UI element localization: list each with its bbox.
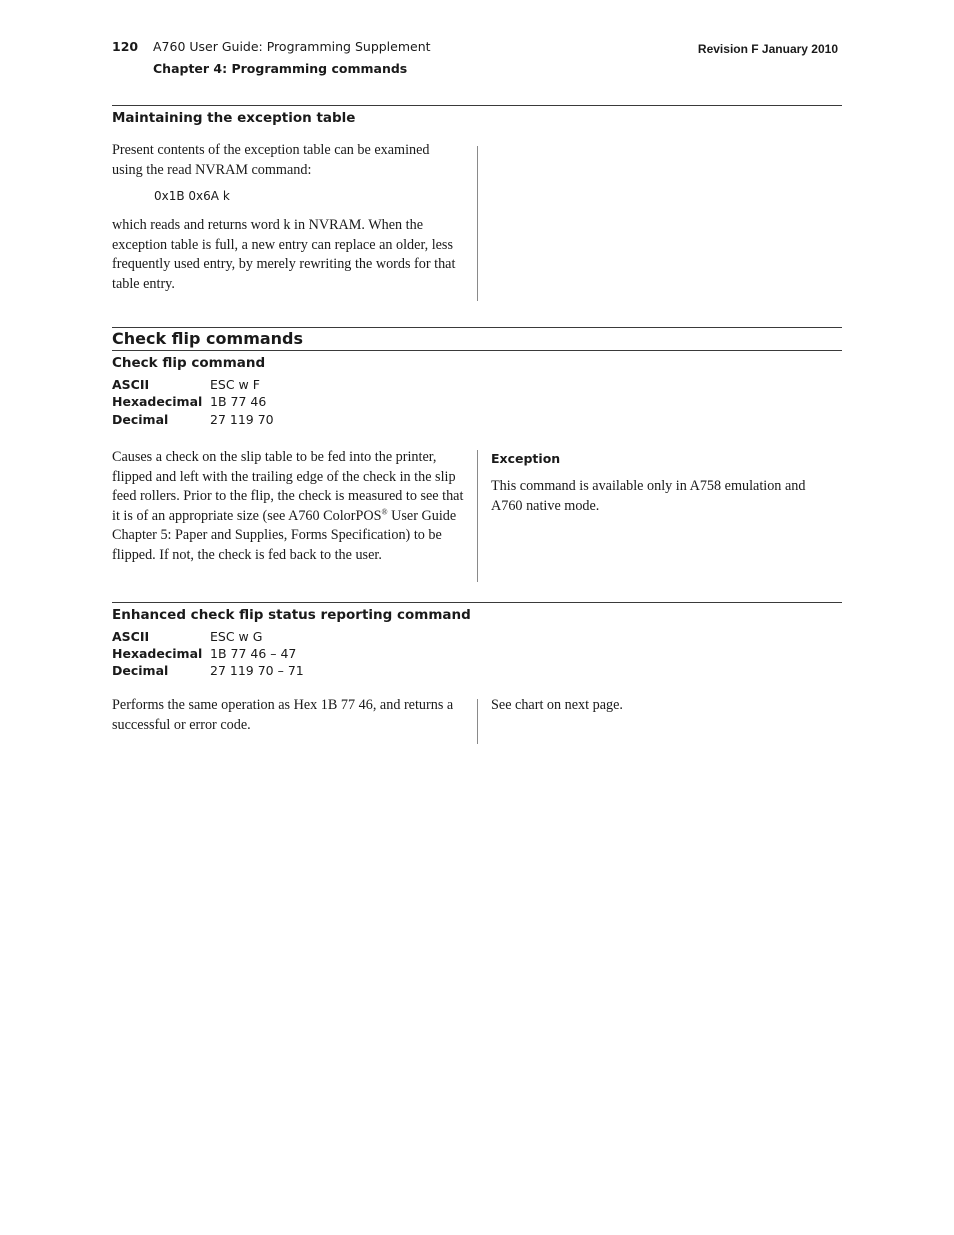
see-chart-note: See chart on next page. [491,697,623,713]
section-divider [112,350,842,351]
ascii-label: ASCII [112,629,150,644]
hexadecimal-label: Hexadecimal [112,394,203,409]
check-flip-commands-heading: Check flip commands [112,329,304,348]
ascii-value: ESC w F [210,377,260,392]
decimal-value: 27 119 70 [210,412,274,427]
column-divider [477,450,478,582]
registered-mark: ® [381,507,388,517]
ascii-label: ASCII [112,377,150,392]
enhanced-check-flip-description: Performs the same operation as Hex 1B 77 46, and returns a successful or error code. [112,697,454,733]
section-divider [112,602,842,603]
hexadecimal-value: 1B 77 46 [210,394,267,409]
hexadecimal-value: 1B 77 46 – 47 [210,646,297,661]
column-divider [477,146,478,301]
exception-table-paragraph-1: Present contents of the exception table can be examined using the read NVRAM command: [112,142,430,178]
decimal-label: Decimal [112,663,169,678]
exception-note-title: Exception [491,451,561,466]
check-flip-description-part-2: User Guide Chapter 5: Paper and Supplies, Forms Specification) to be flipped. If not, the check is fed back to the user. [112,507,457,563]
page-number: 120 [112,39,139,54]
section-divider [112,327,842,328]
chapter-title: Chapter 4: Programming commands [153,61,408,76]
exception-table-paragraph-2: which reads and returns word k in NVRAM. When the exception table is full, a new entry can replace an older, less frequently used entry, by merely rewriting the words for that table entry. [112,217,456,292]
enhanced-check-flip-heading: Enhanced check flip status reporting command [112,607,471,623]
exception-table-heading: Maintaining the exception table [112,110,356,126]
ascii-value: ESC w G [210,629,263,644]
check-flip-description [112,448,464,566]
section-divider [112,105,842,106]
decimal-label: Decimal [112,412,169,427]
check-flip-command-heading: Check flip command [112,355,266,371]
decimal-value: 27 119 70 – 71 [210,663,304,678]
check-flip-description-part-1: Causes a check on the slip table to be fed into the printer, flipped and left with the trailing edge of the check in the slip feed rollers. Prior to the flip, the check is measured to see that it is of an appropriate size (see A760 ColorPOS [112,449,464,524]
revision-label: Revision F January 2010 [697,42,838,56]
exception-note-text: This command is available only in A758 emulation and A760 native mode. [491,478,806,514]
document-title: A760 User Guide: Programming Supplement [153,39,431,54]
hexadecimal-label: Hexadecimal [112,646,203,661]
column-divider [477,699,478,744]
nvram-read-command: 0x1B 0x6A k [154,189,230,203]
